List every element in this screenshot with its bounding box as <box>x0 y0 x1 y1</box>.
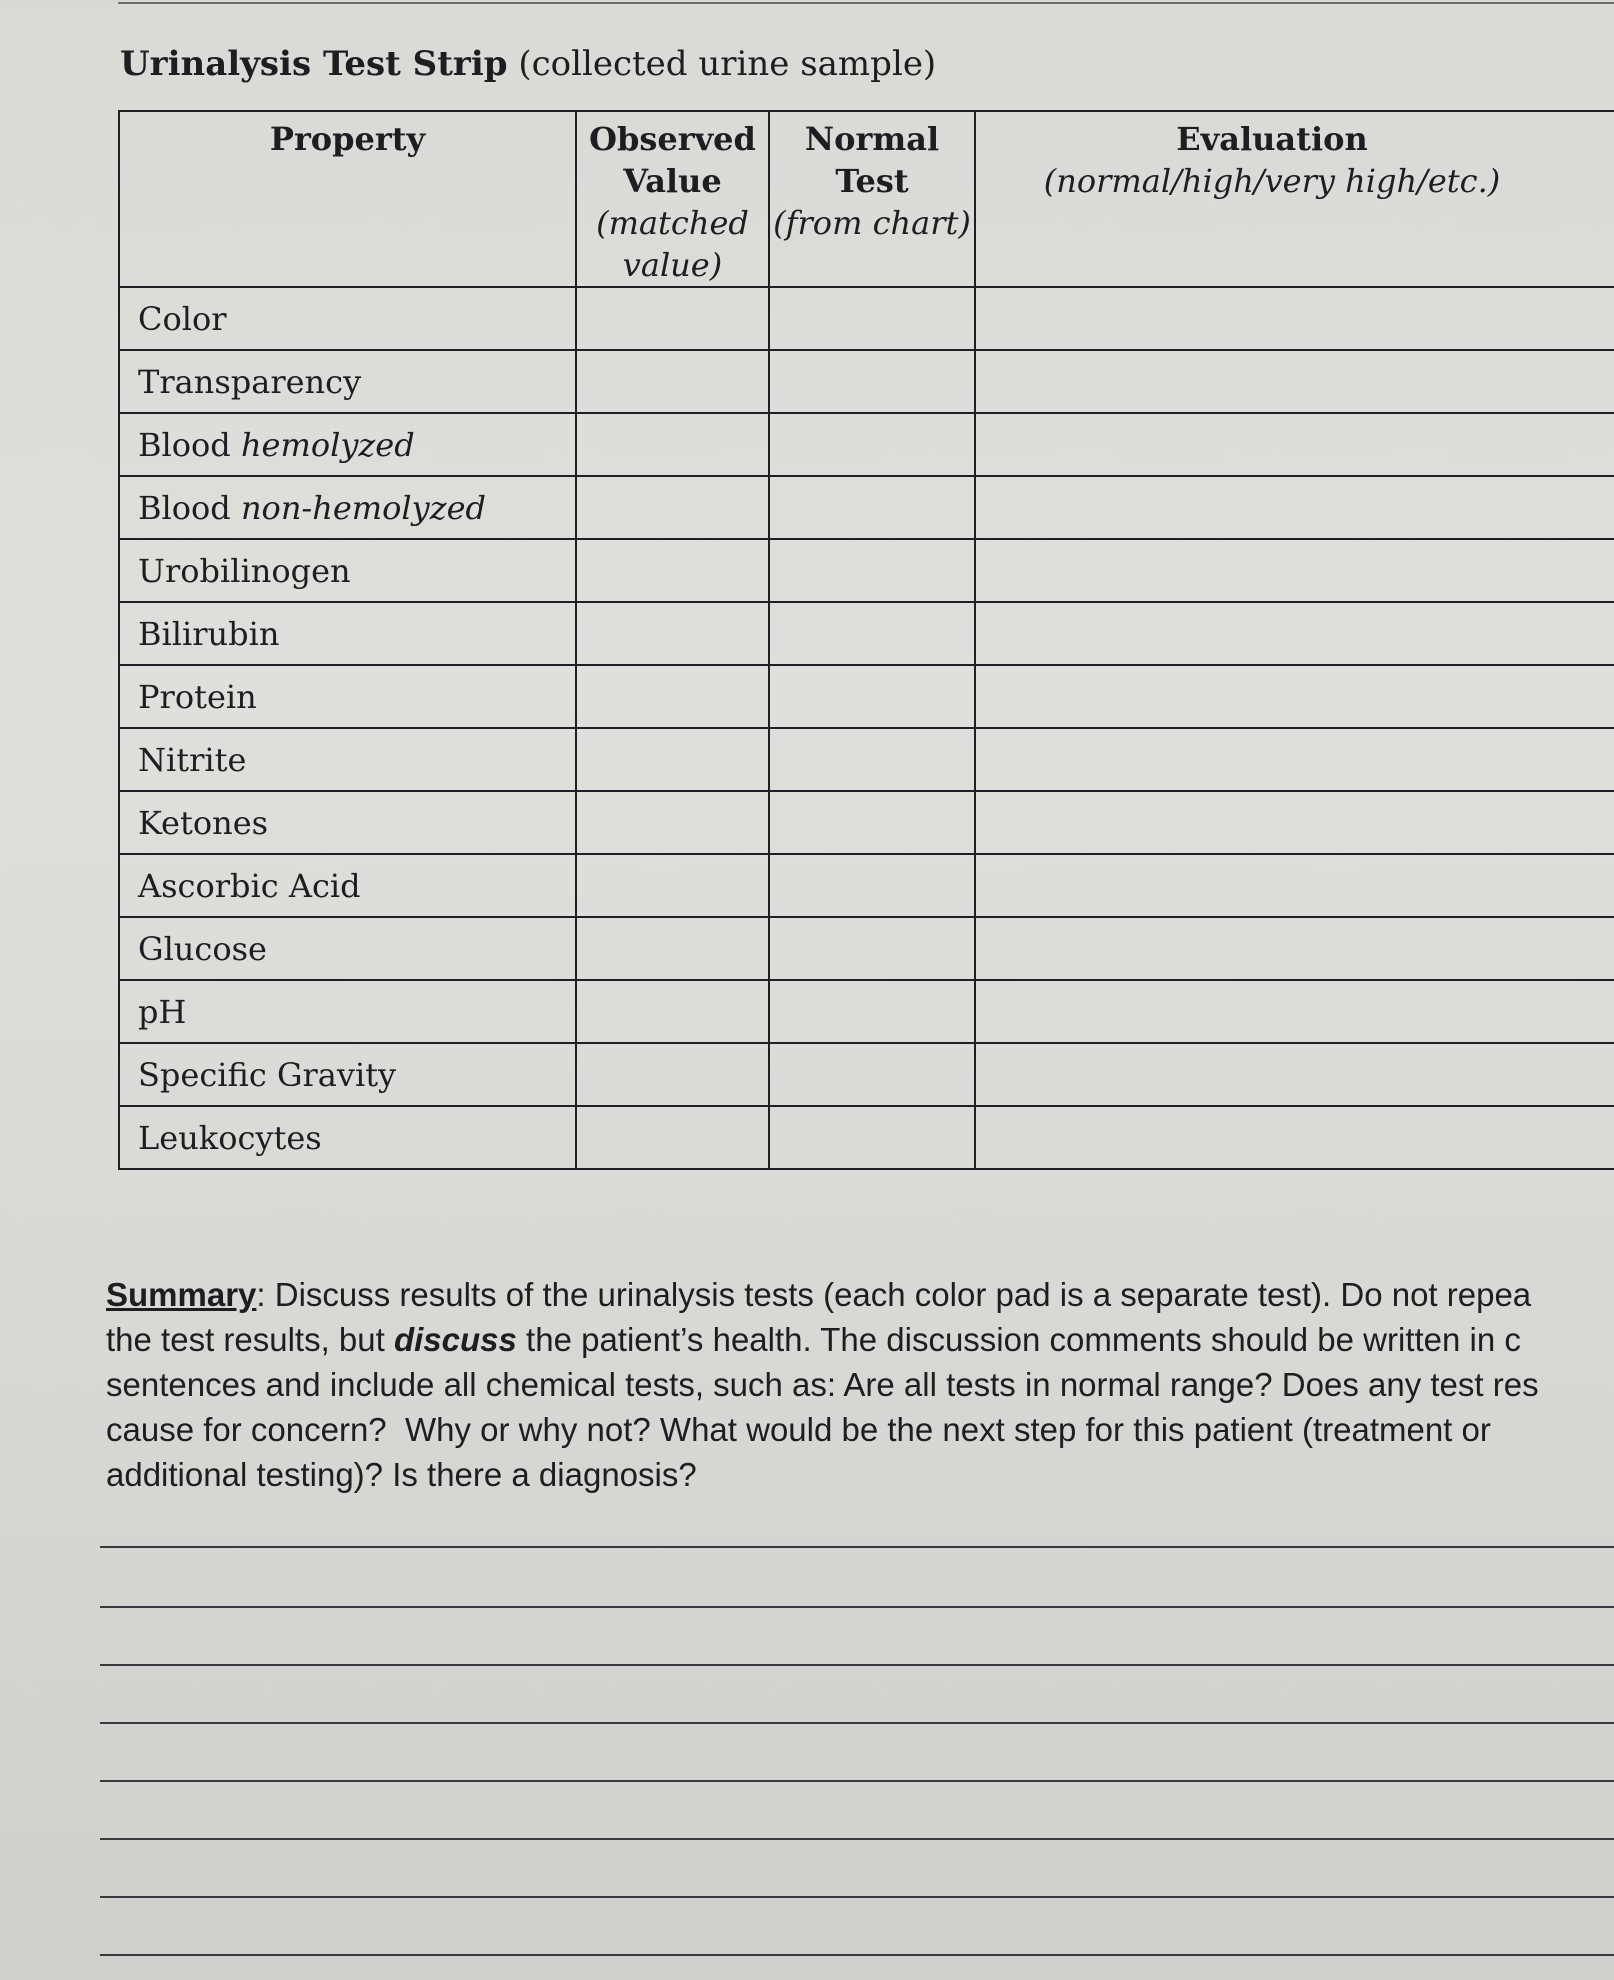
table-row <box>119 539 1614 602</box>
property-cell <box>119 917 576 980</box>
property-name: Urobilinogen <box>138 551 351 590</box>
summary-line <box>106 1272 1614 1317</box>
observed-value-cell[interactable] <box>576 287 769 350</box>
normal-test-cell[interactable] <box>769 476 975 539</box>
property-cell <box>119 476 576 539</box>
summary-text: : Discuss results of the urinalysis tests (each color pad is a separate test). Do not repea <box>256 1276 1532 1313</box>
property-name: Leukocytes <box>138 1118 322 1157</box>
observed-value-cell[interactable] <box>576 1106 769 1169</box>
evaluation-cell[interactable] <box>975 665 1614 728</box>
summary-line <box>106 1362 1614 1407</box>
property-cell <box>119 413 576 476</box>
table-row <box>119 791 1614 854</box>
page-top-rule <box>118 2 1614 4</box>
normal-test-cell[interactable] <box>769 602 975 665</box>
property-name: Color <box>138 299 227 338</box>
evaluation-cell[interactable] <box>975 980 1614 1043</box>
property-qualifier: hemolyzed <box>240 425 415 464</box>
property-name: Blood <box>138 425 241 464</box>
answer-line[interactable] <box>100 1896 1614 1898</box>
header-property <box>119 111 576 287</box>
property-name: pH <box>138 992 187 1031</box>
table-row <box>119 980 1614 1043</box>
normal-test-cell[interactable] <box>769 350 975 413</box>
table-row <box>119 665 1614 728</box>
summary-instructions <box>106 1272 1614 1497</box>
property-cell <box>119 791 576 854</box>
evaluation-cell[interactable] <box>975 917 1614 980</box>
answer-line[interactable] <box>100 1780 1614 1782</box>
evaluation-cell[interactable] <box>975 1043 1614 1106</box>
evaluation-cell[interactable] <box>975 413 1614 476</box>
property-name: Specific Gravity <box>138 1055 397 1094</box>
summary-text: the test results, but <box>106 1321 394 1358</box>
property-cell <box>119 728 576 791</box>
evaluation-cell[interactable] <box>975 350 1614 413</box>
normal-test-cell[interactable] <box>769 728 975 791</box>
table-row <box>119 413 1614 476</box>
answer-line[interactable] <box>100 1954 1614 1956</box>
normal-test-cell[interactable] <box>769 287 975 350</box>
property-cell <box>119 1106 576 1169</box>
summary-text: sentences and include all chemical tests, such as: Are all tests in normal range? Does any test res <box>106 1366 1539 1403</box>
observed-value-cell[interactable] <box>576 854 769 917</box>
observed-value-cell[interactable] <box>576 728 769 791</box>
property-cell <box>119 854 576 917</box>
table-row <box>119 350 1614 413</box>
property-name: Bilirubin <box>138 614 280 653</box>
property-cell <box>119 980 576 1043</box>
answer-line[interactable] <box>100 1606 1614 1608</box>
property-name: Glucose <box>138 929 267 968</box>
normal-test-cell[interactable] <box>769 413 975 476</box>
normal-test-cell[interactable] <box>769 539 975 602</box>
title-main: Urinalysis Test Strip <box>120 44 508 84</box>
evaluation-cell[interactable] <box>975 476 1614 539</box>
property-name: Transparency <box>138 362 362 401</box>
observed-value-cell[interactable] <box>576 665 769 728</box>
evaluation-cell[interactable] <box>975 287 1614 350</box>
header-normal-note: (from chart) <box>773 204 971 242</box>
summary-label: Summary <box>106 1276 257 1313</box>
header-evaluation-label: Evaluation <box>1176 120 1368 158</box>
evaluation-cell[interactable] <box>975 1106 1614 1169</box>
summary-text: cause for concern? Why or why not? What would be the next step for this patient (treatment or <box>106 1411 1491 1448</box>
urinalysis-table <box>118 110 1614 1170</box>
property-name: Nitrite <box>138 740 247 779</box>
normal-test-cell[interactable] <box>769 791 975 854</box>
header-property-label: Property <box>269 120 426 158</box>
answer-line[interactable] <box>100 1722 1614 1724</box>
table-row <box>119 287 1614 350</box>
property-name: Blood <box>138 488 241 527</box>
property-cell <box>119 665 576 728</box>
observed-value-cell[interactable] <box>576 980 769 1043</box>
property-name: Ascorbic Acid <box>138 866 361 905</box>
table-header-row <box>119 111 1614 287</box>
evaluation-cell[interactable] <box>975 728 1614 791</box>
property-cell <box>119 602 576 665</box>
header-normal-label: Normal Test <box>804 120 940 200</box>
page-title <box>120 42 936 86</box>
table-row <box>119 476 1614 539</box>
observed-value-cell[interactable] <box>576 476 769 539</box>
table-row <box>119 728 1614 791</box>
property-cell <box>119 1043 576 1106</box>
observed-value-cell[interactable] <box>576 917 769 980</box>
evaluation-cell[interactable] <box>975 791 1614 854</box>
normal-test-cell[interactable] <box>769 1043 975 1106</box>
summary-line <box>106 1407 1614 1452</box>
property-name: Protein <box>138 677 257 716</box>
observed-value-cell[interactable] <box>576 791 769 854</box>
table-row <box>119 1043 1614 1106</box>
header-evaluation <box>975 111 1614 287</box>
summary-emphasis: discuss <box>393 1321 517 1358</box>
observed-value-cell[interactable] <box>576 539 769 602</box>
evaluation-cell[interactable] <box>975 854 1614 917</box>
summary-text: the patient’s health. The discussion comments should be written in c <box>516 1321 1521 1358</box>
title-subtitle: (collected urine sample) <box>507 44 937 84</box>
table-row <box>119 917 1614 980</box>
answer-line[interactable] <box>100 1838 1614 1840</box>
property-cell <box>119 539 576 602</box>
table-row <box>119 1106 1614 1169</box>
header-observed-label: Observed Value <box>589 120 756 200</box>
summary-text: additional testing)? Is there a diagnosis? <box>106 1456 697 1493</box>
header-observed-value <box>576 111 769 287</box>
answer-line[interactable] <box>100 1664 1614 1666</box>
property-qualifier: non-hemolyzed <box>240 488 486 527</box>
header-evaluation-note: (normal/high/very high/etc.) <box>1043 162 1501 200</box>
observed-value-cell[interactable] <box>576 350 769 413</box>
normal-test-cell[interactable] <box>769 917 975 980</box>
normal-test-cell[interactable] <box>769 665 975 728</box>
evaluation-cell[interactable] <box>975 539 1614 602</box>
summary-line <box>106 1317 1614 1362</box>
summary-line <box>106 1452 1614 1497</box>
header-observed-note: (matched value) <box>596 204 749 284</box>
answer-line[interactable] <box>100 1546 1614 1548</box>
normal-test-cell[interactable] <box>769 1106 975 1169</box>
evaluation-cell[interactable] <box>975 602 1614 665</box>
normal-test-cell[interactable] <box>769 854 975 917</box>
property-name: Ketones <box>138 803 269 842</box>
property-cell <box>119 287 576 350</box>
observed-value-cell[interactable] <box>576 413 769 476</box>
observed-value-cell[interactable] <box>576 1043 769 1106</box>
table-row <box>119 602 1614 665</box>
table-row <box>119 854 1614 917</box>
normal-test-cell[interactable] <box>769 980 975 1043</box>
observed-value-cell[interactable] <box>576 602 769 665</box>
property-cell <box>119 350 576 413</box>
